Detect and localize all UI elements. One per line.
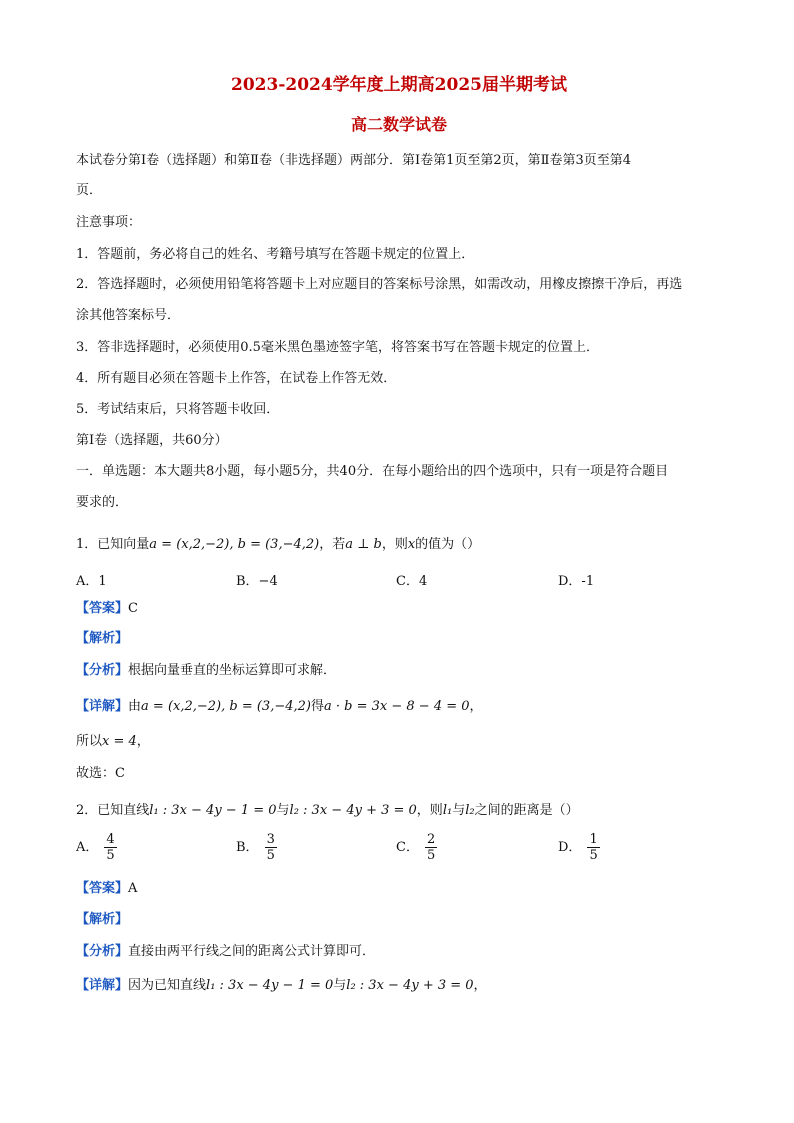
exam-title: 2023-2024学年度上期高2025届半期考试 (231, 75, 567, 95)
q2-option-b-num: 3 (266, 832, 275, 847)
q1-fenxi-tag: 【分析】 (76, 663, 129, 678)
q2-xiangjie-l1: l₁ : 3x − 4y − 1 = 0 (206, 978, 334, 993)
note-2b: 涂其他答案标号． (76, 308, 181, 323)
q2-xiangjie (76, 977, 487, 995)
q1-choose: 故选：C (76, 766, 125, 781)
q1-fenxi (76, 662, 336, 680)
q2-l2-short: l₂ (465, 803, 475, 818)
q1-xiangjie-end: ， (469, 699, 483, 714)
q2-option-c-den: 5 (426, 848, 436, 863)
q2-with: 与 (276, 803, 290, 818)
q2-tail: 之间的距离是（） (474, 803, 579, 818)
q1-xiangjie-eq: a · b = 3x − 8 − 4 = 0 (324, 699, 470, 714)
q2-fenxi-text: 直接由两平行线之间的距离公式计算即可． (128, 944, 376, 959)
q2-tail-pre: ，则 (416, 803, 443, 818)
q2-option-d (558, 832, 600, 863)
q1-so-text: 所以 (76, 734, 103, 749)
q2-xiangjie-with: 与 (333, 978, 347, 993)
q2-answer-value: A (128, 881, 138, 896)
q1-tail: 的值为（） (415, 537, 481, 552)
q1-var: x (407, 537, 416, 552)
q1-xiangjie (76, 698, 483, 716)
exam-subtitle: 高二数学试卷 (350, 115, 447, 134)
note-3: 3．答非选择题时，必须使用0.5毫米黑色墨迹签字笔，将答案书写在答题卡规定的位置上． (76, 340, 599, 355)
q1-so-eq: x = 4 (102, 734, 137, 749)
q2-option-c (396, 832, 437, 863)
single-choice-line-a: 一．单选题：本大题共8小题，每小题5分，共40分．在每小题给出的四个选项中，只有一项是符合题目 (76, 464, 669, 479)
intro-line-1: 本试卷分第Ⅰ卷（选择题）和第Ⅱ卷（非选择题）两部分．第Ⅰ卷第1页至第2页，第Ⅱ卷第3页至第4 (76, 153, 632, 168)
single-choice-line-b: 要求的． (76, 495, 129, 510)
q2-option-a-num: 4 (106, 832, 115, 847)
q2-option-a-label: A． (76, 840, 99, 855)
q2-option-c-label: C． (396, 840, 419, 855)
q1-analysis-tag (76, 630, 128, 648)
q2-option-a-fraction (104, 832, 116, 863)
q1-option-a: A．1 (76, 574, 107, 589)
intro-line-2: 页． (76, 183, 103, 198)
note-5: 5．考试结束后，只将答题卡收回． (76, 402, 280, 417)
q2-and: 与 (452, 803, 466, 818)
q2-option-d-fraction (587, 832, 599, 863)
q2-option-b-fraction (265, 832, 277, 863)
q1-answer (76, 600, 138, 618)
q1-condition: a ⊥ b (345, 537, 382, 552)
q2-option-b (236, 832, 277, 863)
q2-xiangjie-end: ， (473, 978, 487, 993)
q2-answer (76, 880, 137, 898)
notes-heading: 注意事项： (76, 215, 142, 230)
q1-so-end: ， (136, 734, 150, 749)
q2-option-d-den: 5 (589, 848, 598, 863)
note-2a: 2．答选择题时，必须使用铅笔将答题卡上对应题目的答案标号涂黑，如需改动，用橡皮擦擦干净后，再选 (76, 277, 683, 292)
q2-option-c-num: 2 (426, 832, 436, 847)
q1-xiangjie-pre: 由 (128, 699, 142, 714)
q2-fenxi-tag: 【分析】 (76, 944, 129, 959)
question-2-stem (76, 802, 579, 820)
q2-l2: l₂ : 3x − 4y + 3 = 0 (289, 803, 417, 818)
q1-answer-tag: 【答案】 (76, 601, 129, 616)
q1-vectors: a = (x,2,−2), b = (3,−4,2) (149, 537, 320, 552)
q1-xiangjie-mid: 得 (310, 699, 324, 714)
q1-xiangjie-tag: 【详解】 (76, 699, 129, 714)
q2-option-a-den: 5 (106, 848, 115, 863)
q2-l1: l₁ : 3x − 4y − 1 = 0 (149, 803, 277, 818)
q2-prefix: 2．已知直线 (76, 803, 150, 818)
q2-fenxi (76, 943, 375, 961)
q1-option-b: B．−4 (236, 574, 278, 589)
q2-option-b-label: B． (236, 840, 259, 855)
q2-l1-short: l₁ (442, 803, 453, 818)
q1-answer-value: C (128, 601, 138, 616)
part-1-heading: 第Ⅰ卷（选择题，共60分） (76, 433, 228, 448)
q1-tail-pre: ，则 (381, 537, 408, 552)
question-1-stem (76, 536, 480, 554)
q2-xiangjie-pre: 因为已知直线 (128, 978, 207, 993)
q1-so (76, 733, 150, 751)
q2-analysis-tag (76, 911, 128, 929)
q2-option-a (76, 832, 117, 863)
q1-prefix: 1．已知向量 (76, 537, 150, 552)
q2-option-c-fraction (425, 832, 437, 863)
q1-mid: ，若 (319, 537, 346, 552)
q1-analysis-label: 【解析】 (76, 631, 129, 646)
q2-option-b-den: 5 (266, 848, 275, 863)
q1-option-d: D．-1 (558, 574, 595, 589)
q2-option-d-num: 1 (589, 832, 598, 847)
q2-option-d-label: D． (558, 840, 582, 855)
q2-answer-tag: 【答案】 (76, 881, 129, 896)
note-4: 4．所有题目必须在答题卡上作答，在试卷上作答无效． (76, 371, 397, 386)
q1-fenxi-text: 根据向量垂直的坐标运算即可求解． (128, 663, 337, 678)
note-1: 1．答题前，务必将自己的姓名、考籍号填写在答题卡规定的位置上． (76, 247, 475, 262)
q1-xiangjie-expr: a = (x,2,−2), b = (3,−4,2) (141, 699, 311, 714)
q2-xiangjie-tag: 【详解】 (76, 978, 129, 993)
q2-analysis-label: 【解析】 (76, 912, 129, 927)
q2-xiangjie-l2: l₂ : 3x − 4y + 3 = 0 (346, 978, 474, 993)
q1-option-c: C．4 (396, 574, 428, 589)
